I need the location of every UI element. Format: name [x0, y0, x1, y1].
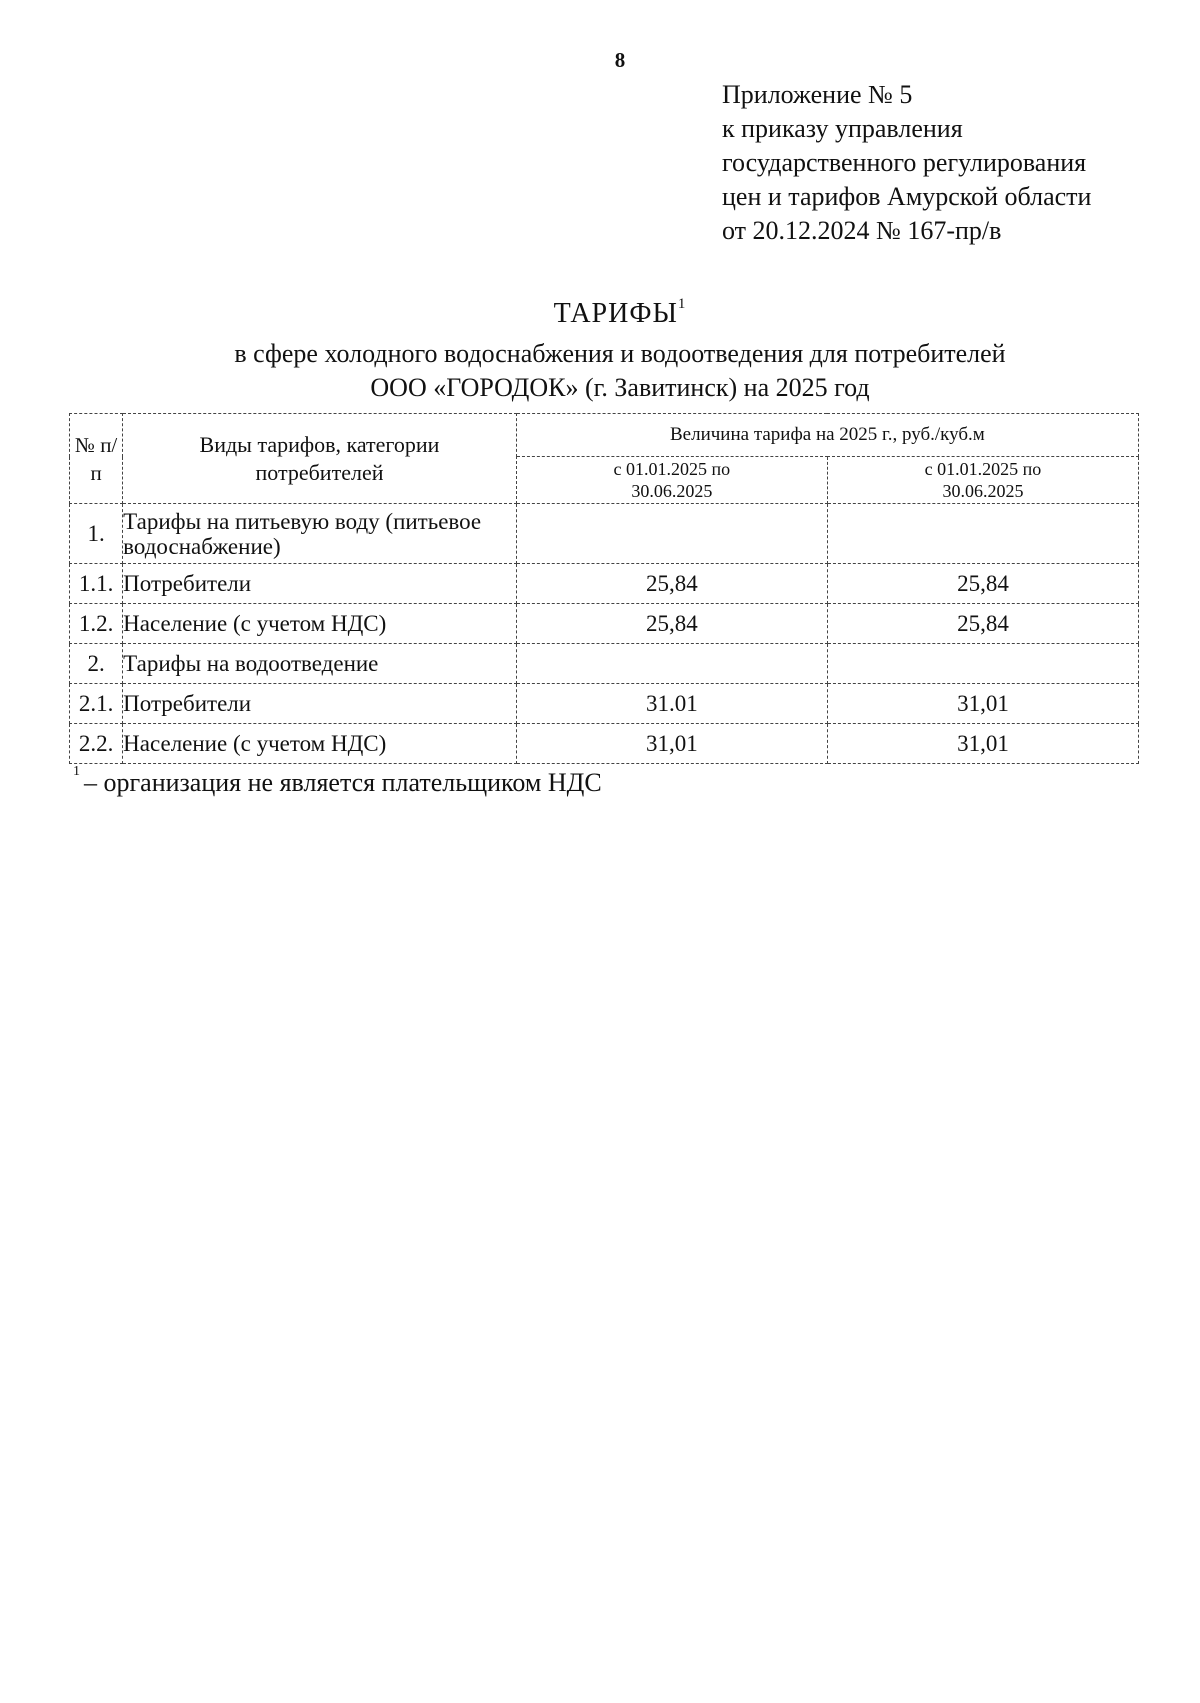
document-title — [0, 295, 1200, 330]
appendix-line: к приказу управления — [722, 114, 963, 143]
row-name: Население (с учетом НДС) — [123, 604, 517, 644]
row-value-2 — [827, 644, 1138, 684]
row-name: Потребители — [123, 564, 517, 604]
row-name: Население (с учетом НДС) — [123, 724, 517, 764]
footnote-mark: 1 — [73, 764, 80, 780]
row-value-1: 25,84 — [516, 564, 827, 604]
table-row — [70, 604, 1139, 644]
row-name: Потребители — [123, 684, 517, 724]
table-header-row — [70, 414, 1139, 457]
row-value-2: 31,01 — [827, 724, 1138, 764]
appendix-line: цен и тарифов Амурской области — [722, 182, 1092, 211]
title-text: ТАРИФЫ — [553, 298, 678, 329]
row-num: 2.2. — [70, 724, 123, 764]
header-value-group: Величина тарифа на 2025 г., руб./куб.м — [516, 414, 1138, 457]
table-row — [70, 724, 1139, 764]
row-num: 1. — [70, 504, 123, 564]
row-num: 2. — [70, 644, 123, 684]
row-value-1 — [516, 504, 827, 564]
appendix-line: от 20.12.2024 № 167-пр/в — [722, 216, 1002, 245]
row-num: 1.1. — [70, 564, 123, 604]
appendix-line: Приложение № 5 — [722, 80, 913, 109]
row-value-2 — [827, 504, 1138, 564]
header-period-2: с 01.01.2025 по 30.06.2025 — [827, 457, 1138, 504]
footnote-text: – организация не является плательщиком НДС — [84, 768, 602, 797]
subtitle-line-2: ООО «ГОРОДОК» (г. Завитинск) на 2025 год — [370, 373, 870, 402]
row-value-1: 31,01 — [516, 724, 827, 764]
tariff-table — [69, 413, 1139, 764]
row-num: 2.1. — [70, 684, 123, 724]
header-period-1: с 01.01.2025 по 30.06.2025 — [516, 457, 827, 504]
subtitle-line-1: в сфере холодного водоснабжения и водоотведения для потребителей — [234, 339, 1006, 368]
title-footnote-mark: 1 — [677, 295, 687, 312]
document-subtitle — [0, 337, 1200, 405]
row-value-1: 31.01 — [516, 684, 827, 724]
table-row — [70, 504, 1139, 564]
table-row — [70, 684, 1139, 724]
appendix-reference — [722, 78, 1091, 248]
row-name: Тарифы на водоотведение — [123, 644, 517, 684]
footnote — [73, 764, 602, 798]
row-value-2: 31,01 — [827, 684, 1138, 724]
row-value-1: 25,84 — [516, 604, 827, 644]
appendix-line: государственного регулирования — [722, 148, 1087, 177]
row-value-2: 25,84 — [827, 604, 1138, 644]
row-value-2: 25,84 — [827, 564, 1138, 604]
table-row — [70, 564, 1139, 604]
header-num: № п/п — [70, 414, 123, 504]
row-name: Тарифы на питьевую воду (питьевое водоснабжение) — [123, 504, 517, 564]
page-number: 8 — [614, 48, 626, 72]
row-value-1 — [516, 644, 827, 684]
table-row — [70, 644, 1139, 684]
header-name: Виды тарифов, категории потребителей — [123, 414, 517, 504]
row-num: 1.2. — [70, 604, 123, 644]
